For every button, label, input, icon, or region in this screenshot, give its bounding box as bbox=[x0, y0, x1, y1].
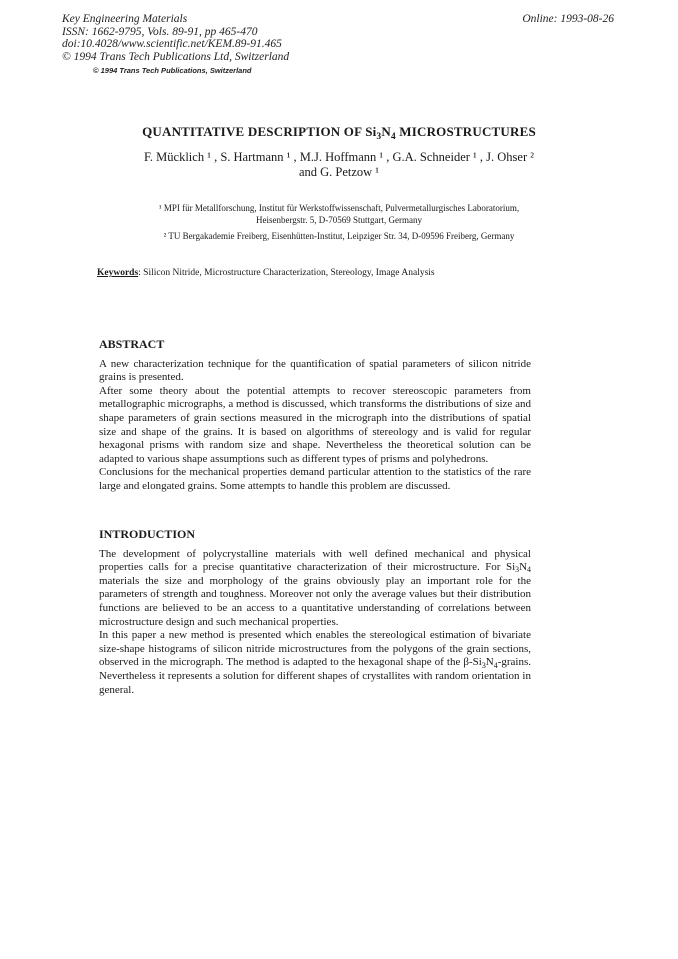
affiliation-1-line-1: ¹ MPI für Metallforschung, Institut für Werkstoffwissenschaft, Pulvermetallurgisches Laboratorium, bbox=[158, 203, 520, 213]
affiliation-2: ² TU Bergakademie Freiberg, Eisenhütten-Institut, Leipziger Str. 34, D-09596 Freiberg, Germany bbox=[163, 231, 515, 241]
copyright-line: © 1994 Trans Tech Publications Ltd, Switzerland bbox=[62, 50, 290, 63]
abstract-paragraph: After some theory about the potential attempts to recover stereoscopic parameters from metallographic micrographs, a method is discussed, which transforms the distributions of size and shape parameters of grain sections measured in the micrograph into the distributions of spatial size and shape of the grains. It is based on algorithms of stereology and is valid for regular hexagonal prisms with random size and shape. Nevertheless the theoretical solution can be adapted to various shape assumptions such as different types of prisms and polyhedrons. bbox=[99, 384, 531, 465]
keywords-label: Keywords bbox=[97, 268, 139, 278]
introduction-heading: INTRODUCTION bbox=[99, 527, 196, 541]
introduction-paragraph: The development of polycrystalline materials with well defined mechanical and physical properties calls for a precise quantitative characterization of their microstructure. For $Si_3N_4$ materials the size and morphology of the grains obviously play an important role for the parameters of strength and toughness. Moreover not only the average values but their distribution functions are believed to be an access to a quantitative understanding of correlations between microstructure design and such mechanical properties. bbox=[99, 547, 531, 628]
authors-line-2: and G. Petzow ¹ bbox=[298, 165, 380, 179]
copyright-stamp: © 1994 Trans Tech Publications, Switzerland bbox=[93, 66, 252, 75]
introduction-paragraph: In this paper a new method is presented which enables the stereological estimation of bivariate size-shape histograms of silicon nitride microstructures from the polygons of the grain sections, observed in the micrograph. The method is adapted to the hexagonal shape of the $\beta-Si_3N_4$-grains. Nevertheless it represents a solution for different shapes of crystallites with random orientation in general. bbox=[99, 629, 531, 696]
issn-line: ISSN: 1662-9795, Vols. 89-91, pp 465-470 bbox=[62, 25, 258, 38]
affiliation-1 bbox=[0, 203, 678, 226]
keywords-text: : Silicon Nitride, Microstructure Characterization, Stereology, Image Analysis bbox=[138, 268, 435, 278]
author-list bbox=[0, 150, 678, 180]
introduction-section bbox=[99, 528, 531, 697]
abstract-paragraph: A new characterization technique for the quantification of spatial parameters of silicon nitride grains is presented. bbox=[99, 357, 531, 384]
abstract-section bbox=[99, 338, 531, 494]
online-date: Online: 1993-08-26 bbox=[522, 13, 614, 25]
affiliation-1-line-2: Heisenbergstr. 5, D-70569 Stuttgart, Germany bbox=[255, 214, 423, 225]
journal-header bbox=[62, 13, 289, 63]
authors-line-1: F. Mücklich ¹ , S. Hartmann ¹ , M.J. Hoffmann ¹ , G.A. Schneider ¹ , J. Ohser ² bbox=[143, 150, 535, 164]
doi-line[interactable]: doi:10.4028/www.scientific.net/KEM.89-91.465 bbox=[62, 38, 282, 50]
keywords bbox=[97, 268, 435, 278]
journal-name: Key Engineering Materials bbox=[62, 13, 188, 25]
abstract-paragraph: Conclusions for the mechanical properties demand particular attention to the statistics of the rare large and elongated grains. Some attempts to handle this problem are discussed. bbox=[99, 466, 531, 492]
paper-title: QUANTITATIVE DESCRIPTION OF $Si_3N_4$ MICROSTRUCTURES bbox=[142, 124, 536, 142]
abstract-heading: ABSTRACT bbox=[99, 337, 165, 351]
